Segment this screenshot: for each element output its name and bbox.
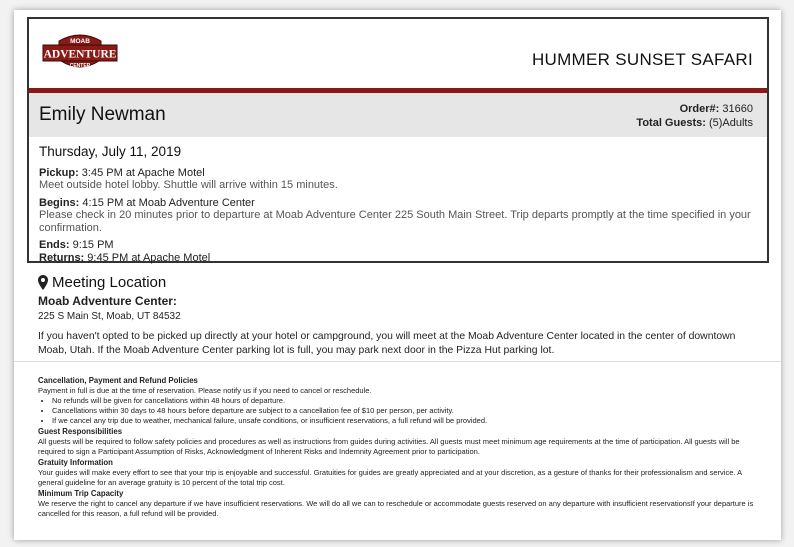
begins-value: 4:15 PM at Moab Adventure Center	[82, 196, 255, 209]
meeting-address: 225 S Main St, Moab, UT 84532	[38, 311, 181, 322]
confirmation-page	[14, 10, 781, 540]
ends-value: 9:15 PM	[72, 239, 114, 251]
logo-bottom-text: CENTER	[69, 63, 91, 69]
logo-main-text: ADVENTURE	[43, 48, 117, 61]
begins-note: Please check in 20 minutes prior to departure at Moab Adventure Center 225 South Main Street. Trip departs promptly at the time specified in your confirmation.	[39, 209, 751, 234]
meeting-title: Meeting Location	[52, 274, 167, 291]
cancellation-list	[38, 396, 766, 426]
guest-responsibilities-text: All guests will be required to follow safety policies and procedures as well as instructions from guides during activities. All guests must meet minimum age requirements at the time of participation. All guests will be required to sign a Participant Assumption of Risks, Acknowledgment of Inherent Risks and Indemnity Agreement prior to participation.	[38, 437, 740, 456]
map-pin-icon	[38, 275, 48, 290]
capacity-text: We reserve the right to cancel any departure if we have insufficient reservations. We will do all we can to reschedule or accommodate guests reserved on any departure with insufficient reservationsIf your departure is cancelled for this reason, a full refund will be provided.	[38, 499, 754, 518]
trip-ticket	[27, 17, 769, 263]
section-divider	[14, 361, 781, 362]
returns-value: 9:45 PM at Apache Motel	[87, 251, 211, 264]
pickup-value: 3:45 PM at Apache Motel	[81, 166, 205, 179]
list-item: • No refunds will be given for cancellations within 48 hours of departure.	[52, 396, 766, 406]
begins-line	[39, 197, 759, 210]
ends-line	[39, 239, 759, 252]
order-label: Order#:	[679, 103, 720, 115]
logo-top-text: MOAB	[70, 38, 90, 45]
order-number: 31660	[722, 103, 753, 115]
trip-title: HUMMER SUNSET SAFARI	[531, 50, 753, 69]
capacity-heading: Minimum Trip Capacity	[38, 489, 124, 498]
guest-count: (5)Adults	[708, 117, 753, 129]
moab-adventure-center-logo	[41, 27, 119, 75]
guest-band	[29, 93, 767, 137]
returns-label: Returns:	[39, 251, 85, 264]
gratuity-text: Your guides will make every effort to see that your trip is enjoyable and successful. Gratuities for guides are greatly appreciated and at your discretion, as a gesture of thanks for their professionalism and service. A general guideline for an average gratuity is 10 percent of the total trip cost.	[38, 468, 742, 487]
trip-date: Thursday, July 11, 2019	[39, 144, 182, 159]
list-item: • If we cancel any trip due to weather, mechanical failure, unsafe conditions, or insufficient reservations, a full refund will be provided.	[52, 416, 766, 426]
schedule-details	[39, 146, 759, 264]
guests-label: Total Guests:	[636, 117, 706, 129]
list-item: • Cancellations within 30 days to 48 hours before departure are subject to a cancellation fee of $10 per person, per activity.	[52, 406, 766, 416]
pickup-note: Meet outside hotel lobby. Shuttle will arrive within 15 minutes.	[39, 179, 338, 191]
cancellation-heading: Cancellation, Payment and Refund Policies	[38, 376, 198, 385]
meeting-location	[38, 274, 758, 358]
guest-responsibilities-heading: Guest Responsibilities	[38, 427, 123, 436]
returns-line	[39, 252, 759, 265]
order-summary	[636, 102, 753, 130]
meeting-center-name: Moab Adventure Center:	[38, 294, 177, 308]
policies-section	[38, 376, 766, 520]
gratuity-heading: Gratuity Information	[38, 458, 113, 467]
meeting-description: If you haven't opted to be picked up directly at your hotel or campground, you will meet at the Moab Adventure Center located in the center of downtown Moab, Utah. If the Moab Adventure Center parking lot is full, you may park next door in the Pizza Hut parking lot.	[38, 331, 736, 356]
pickup-label: Pickup:	[39, 166, 79, 179]
cancellation-text: Payment in full is due at the time of reservation. Please notify us if you need to cancel or reschedule.	[38, 386, 372, 395]
ends-label: Ends:	[39, 239, 70, 251]
pickup-line	[39, 167, 759, 180]
begins-label: Begins:	[39, 196, 80, 209]
meeting-heading	[38, 274, 758, 291]
guest-name: Emily Newman	[39, 104, 166, 125]
